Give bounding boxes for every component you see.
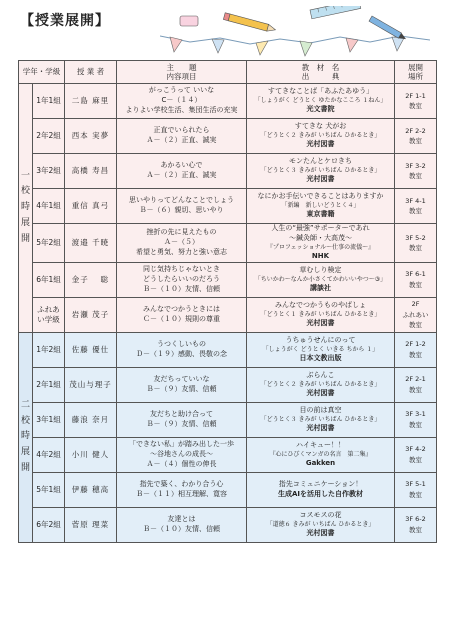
material-line: 「どうとく１ きみが いちばん ひかるとき」 <box>260 310 381 318</box>
theme-line: 思いやりってどんなことでしょう <box>129 196 234 205</box>
place-cell <box>395 84 437 119</box>
grade-class-cell: 6年2組 <box>33 507 65 542</box>
stationery-illustration <box>160 6 430 58</box>
header-place <box>395 61 437 84</box>
place-cell <box>395 189 437 224</box>
section-label-char: 時 <box>20 202 30 213</box>
theme-line: Ｂ－（９）友情、信頼 <box>146 384 217 393</box>
theme-line: 挫折の先に見えたもの <box>146 228 217 237</box>
theme-cell <box>117 437 247 472</box>
material-line: 光文書院 <box>306 105 335 114</box>
material-cell <box>247 297 395 332</box>
material-line: すてきな 犬がお <box>294 122 347 130</box>
section-label-char: 展 <box>20 217 30 228</box>
place-cell <box>395 332 437 367</box>
theme-line: Ａ－（５） <box>164 237 199 246</box>
place-line: 教室 <box>409 385 422 394</box>
table-row <box>19 367 437 402</box>
material-line: コスモスの花 <box>299 510 342 519</box>
grade-class-cell: 2年1組 <box>33 367 65 402</box>
section-label <box>19 84 33 333</box>
place-line: ふれあい <box>402 310 429 319</box>
place-line: 3F 4-2 <box>405 445 426 454</box>
theme-line: Ｂ－（６）親切、思いやり <box>139 206 224 214</box>
theme-line: どうしたらいいのだろう <box>143 274 220 283</box>
material-cell <box>247 224 395 263</box>
material-cell <box>247 472 395 507</box>
grade-class-cell: 6年1組 <box>33 262 65 297</box>
table-row <box>19 402 437 437</box>
section-label-char: 開 <box>20 233 30 244</box>
theme-cell <box>117 472 247 507</box>
place-cell <box>395 262 437 297</box>
theme-line: Ｂ－（１１）相互理解、寛容 <box>136 489 227 498</box>
material-line: 人生の“最強”サポーターであれ <box>271 224 370 232</box>
theme-cell <box>117 367 247 402</box>
place-line: 3F 6-2 <box>405 515 426 524</box>
place-line: 3F 5-1 <box>405 480 426 489</box>
header-theme-line2: 内容項目 <box>166 72 197 81</box>
theme-line: Ｃ－（１０）規則の尊重 <box>143 314 220 323</box>
material-line: 「新編 新しいどうとく４」 <box>281 201 360 209</box>
table-row <box>19 507 437 542</box>
theme-cell <box>117 507 247 542</box>
material-line: 日本文教出版 <box>299 353 342 362</box>
place-cell <box>395 437 437 472</box>
material-line: 「どうとく３ きみが いちばん ひかるとき」 <box>260 166 381 174</box>
grade-class-cell: 4年2組 <box>33 437 65 472</box>
theme-cell <box>117 154 247 189</box>
grade-class-cell: 4年1組 <box>33 189 65 224</box>
material-cell <box>247 367 395 402</box>
material-cell <box>247 332 395 367</box>
table-row <box>19 154 437 189</box>
theme-line: がっこうって いいな <box>148 86 215 95</box>
teacher-cell: 西本 実夢 <box>65 119 117 154</box>
place-line: 2F 2-2 <box>405 126 426 135</box>
theme-line: Ａ－（２）正直、誠実 <box>146 171 217 179</box>
table-row <box>19 84 437 119</box>
section-label-char: 展 <box>20 447 30 458</box>
page-title: 【授業展開】 <box>20 13 110 29</box>
section-label-char: 時 <box>20 431 30 442</box>
section-label-char: 一 <box>20 170 30 181</box>
grade-class-cell: 5年1組 <box>33 472 65 507</box>
place-cell <box>395 297 437 332</box>
header-grade-class: 学年・学級 <box>19 61 65 84</box>
table-row <box>19 262 437 297</box>
grade-class-cell: 1年2組 <box>33 332 65 367</box>
theme-line: 友達とは <box>167 514 196 523</box>
material-line: 指先コミュニケーション！ <box>278 479 363 488</box>
place-line: 教室 <box>409 320 422 329</box>
material-line: 光村図書 <box>306 175 335 184</box>
teacher-cell: 岩瀬 茂子 <box>65 297 117 332</box>
theme-line: C－（１４） <box>161 96 202 105</box>
material-line: 『プロフェッショナル～仕事の流儀～』 <box>266 243 375 251</box>
table-header-row <box>19 61 437 84</box>
theme-line: あかるい心で <box>160 161 203 170</box>
material-line: 光村図書 <box>306 140 335 149</box>
theme-line: Ａ－（２）正直、誠実 <box>146 136 217 144</box>
material-line: 『心にひびくマンガの名言 第二集』 <box>269 450 372 458</box>
material-line: みんなでつかうものやばしょ <box>275 300 366 309</box>
material-line: 東京書籍 <box>306 210 335 219</box>
material-line: ハイキュー！！ <box>296 440 345 449</box>
theme-line: 同じ気持ちじゃないとき <box>143 265 220 274</box>
theme-line: うつくしいもの <box>157 339 206 348</box>
material-line: ～鍼灸師・大高茂～ <box>289 233 352 242</box>
theme-line: よりよい学校生活、集団生活の充実 <box>125 105 238 114</box>
table-row <box>19 332 437 367</box>
material-line: Gakken <box>305 458 336 467</box>
header-theme <box>117 61 247 84</box>
place-line: 教室 <box>409 490 422 499</box>
material-line: NHK <box>311 251 330 260</box>
material-cell <box>247 437 395 472</box>
place-line: 3F 3-1 <box>405 410 426 419</box>
theme-cell <box>117 332 247 367</box>
place-cell <box>395 119 437 154</box>
teacher-cell: 重信 真弓 <box>65 189 117 224</box>
material-line: 草むしり検定 <box>299 265 342 274</box>
teacher-cell: 菅原 理菜 <box>65 507 117 542</box>
table-row <box>19 224 437 263</box>
theme-line: Ｄ－（１９）感動、畏敬の念 <box>136 349 227 358</box>
place-line: 教室 <box>409 455 422 464</box>
teacher-cell: 小川 健人 <box>65 437 117 472</box>
grade-class-cell: 3年2組 <box>33 154 65 189</box>
place-line: 教室 <box>409 243 422 252</box>
place-line: 3F 6-1 <box>405 270 426 279</box>
table-row <box>19 437 437 472</box>
material-line: 「しょうがく どうとく いきる ちから １」 <box>262 345 379 353</box>
material-line: 「しょうがく どうとく ゆたかなこころ １ねん」 <box>254 96 387 104</box>
grade-class-cell: ふれあい学級 <box>33 297 65 332</box>
teacher-cell: 金子 聡 <box>65 262 117 297</box>
place-line: 2F 1-1 <box>405 91 426 100</box>
grade-class-cell: 1年1組 <box>33 84 65 119</box>
theme-line: 指先で築く、わかり合う心 <box>139 479 224 488</box>
material-cell <box>247 402 395 437</box>
theme-cell <box>117 189 247 224</box>
material-line: 光村図書 <box>306 388 335 397</box>
theme-cell <box>117 84 247 119</box>
section-label-char: 二 <box>20 399 30 410</box>
teacher-cell: 茂山与理子 <box>65 367 117 402</box>
place-line: 3F 3-2 <box>405 161 426 170</box>
teacher-cell: 藤浪 奈月 <box>65 402 117 437</box>
place-line: 教室 <box>409 525 422 534</box>
schedule-body <box>19 84 437 543</box>
header-place-line2: 場所 <box>408 72 423 81</box>
theme-line: 希望と勇気、努力と強い意志 <box>136 247 227 256</box>
header-material <box>247 61 395 84</box>
material-cell <box>247 154 395 189</box>
theme-cell <box>117 262 247 297</box>
teacher-cell: 伊藤 穂高 <box>65 472 117 507</box>
material-line: 「どうとく３ きみが いちばん ひかるとき」 <box>260 415 381 423</box>
place-cell <box>395 367 437 402</box>
place-cell <box>395 402 437 437</box>
material-cell <box>247 262 395 297</box>
material-line: 生成AIを活用した自作教材 <box>277 489 364 498</box>
header-material-line1: 教 材 名 <box>301 62 340 72</box>
material-cell <box>247 84 395 119</box>
material-line: 「ちいかわ～なんか小さくてかわいいやつ～③」 <box>254 275 387 283</box>
theme-line: 「できない私」が踏み出した一歩 <box>129 440 234 449</box>
place-cell <box>395 224 437 263</box>
section-label-char: 校 <box>20 415 30 426</box>
grade-class-cell: 5年2組 <box>33 224 65 263</box>
teacher-cell: 渡邉 千暁 <box>65 224 117 263</box>
material-line: モンたんとケロきち <box>289 157 352 165</box>
header-theme-line1: 主 題 <box>166 62 197 72</box>
theme-cell <box>117 224 247 263</box>
lesson-schedule-table <box>18 60 437 543</box>
place-line: 2F <box>411 300 420 309</box>
theme-cell <box>117 402 247 437</box>
place-line: 教室 <box>409 350 422 359</box>
teacher-cell: 二島 麻里 <box>65 84 117 119</box>
material-line: なにかお手伝いできることはありますか <box>257 192 384 200</box>
theme-line: みんなでつかうときには <box>143 304 220 313</box>
theme-line: Ｂ－（１０）友情、信頼 <box>143 284 220 293</box>
table-row <box>19 119 437 154</box>
header-place-line1: 展開 <box>408 62 423 72</box>
theme-cell <box>117 297 247 332</box>
place-line: 3F 4-1 <box>405 196 426 205</box>
material-line: 「道徳６ きみが いちばん ひかるとき」 <box>266 520 375 528</box>
theme-cell <box>117 119 247 154</box>
material-line: うちゅうせんにのって <box>285 335 356 344</box>
header-teacher: 授 業 者 <box>65 61 117 84</box>
table-row <box>19 297 437 332</box>
material-cell <box>247 119 395 154</box>
grade-class-cell: 3年1組 <box>33 402 65 437</box>
material-line: 光村図書 <box>306 423 335 432</box>
place-line: 教室 <box>409 137 422 145</box>
material-cell <box>247 189 395 224</box>
grade-class-cell: 2年2組 <box>33 119 65 154</box>
place-line: 2F 2-1 <box>405 375 426 384</box>
place-line: 教室 <box>409 280 422 289</box>
place-line: 教室 <box>409 172 422 180</box>
material-line: 光村図書 <box>306 318 335 327</box>
material-line: 講談社 <box>310 283 331 292</box>
theme-line: ～谷地さんの成長～ <box>150 449 213 458</box>
place-cell <box>395 154 437 189</box>
section-label <box>19 332 33 542</box>
theme-line: 友だちっていいな <box>153 374 210 383</box>
place-line: 教室 <box>409 420 422 429</box>
place-cell <box>395 507 437 542</box>
material-cell <box>247 507 395 542</box>
material-line: ぶらんこ <box>306 370 335 379</box>
place-line: 教室 <box>409 207 422 215</box>
place-line: 3F 5-2 <box>405 233 426 242</box>
header-material-line2: 出 典 <box>301 72 340 81</box>
place-cell <box>395 472 437 507</box>
material-line: 「どうとく２ きみが いちばん ひかるとき」 <box>260 380 381 388</box>
place-line: 2F 1-2 <box>405 340 426 349</box>
theme-line: 友だちと助け合って <box>150 409 213 418</box>
theme-line: Ｂ－（１０）友情、信頼 <box>143 524 220 533</box>
material-line: 目の前は真空 <box>299 405 342 414</box>
section-label-char: 校 <box>20 186 30 197</box>
material-line: すてきなことば「あふたあゆう」 <box>267 87 374 95</box>
theme-line: 正直でいられたら <box>153 126 210 135</box>
table-row <box>19 472 437 507</box>
material-line: 「どうとく２ きみが いちばん ひかるとき」 <box>260 131 381 139</box>
table-row <box>19 189 437 224</box>
section-label-char: 開 <box>20 462 30 473</box>
theme-line: Ａ－（４）個性の伸長 <box>146 459 217 468</box>
theme-line: Ｂ－（９）友情、信頼 <box>146 419 217 428</box>
material-line: 光村図書 <box>306 528 335 537</box>
teacher-cell: 佐藤 優仕 <box>65 332 117 367</box>
teacher-cell: 高橋 寿昌 <box>65 154 117 189</box>
place-line: 教室 <box>409 102 422 110</box>
